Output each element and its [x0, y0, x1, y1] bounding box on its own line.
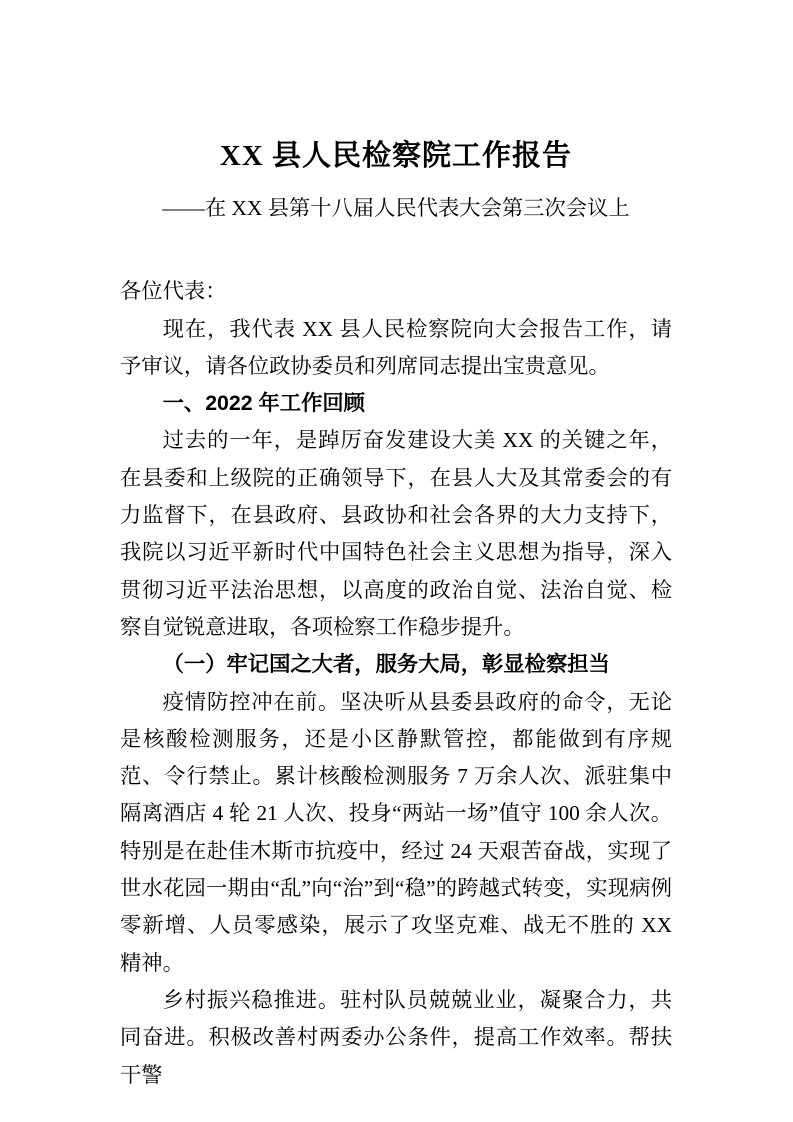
document-title: XX 县人民检察院工作报告: [219, 140, 573, 172]
document-subtitle: ——在 XX 县第十八届人民代表大会第三次会议上: [162, 196, 630, 220]
salutation-line: 各位代表：: [120, 279, 227, 304]
paragraph-year-overview: 过去的一年，是踔厉奋发建设大美 XX 的关键之年，在县委和上级院的正确领导下，在县人大及其常委会的有力监督下，在县政府、县政协和社会各界的大力支持下，我院以习近平新时代中国特色社会主义思想为指导，深入贯彻习近平法治思想，以高度的政治自觉、法治自觉、检察自觉锐意进取，各项检察工作稳步提升。: [120, 428, 672, 639]
document-body: [120, 273, 672, 1094]
paragraph-pandemic-control: 疫情防控冲在前。坚决听从县委县政府的命令，无论是核酸检测服务，还是小区静默管控，都能做到有序规范、令行禁止。累计核酸检测服务 7 万余人次、派驻集中隔离酒店 4 轮 21 人次、投身“两站一场”值守 100 余人次。特别是在赴佳木斯市抗疫中，经过 24 天艰苦奋战，实现了世水花园一期由“乱”向“治”到“稳”的跨越式转变，实现病例零新增、人员零感染，展示了攻坚克难、战无不胜的 XX 精神。: [120, 689, 672, 975]
paragraph-rural-revitalization: 乡村振兴稳推进。驻村队员兢兢业业，凝聚合力，共同奋进。积极改善村两委办公条件，提高工作效率。帮扶干警: [120, 987, 672, 1087]
subsection-heading-serve-overall-situation: （一）牢记国之大者，服务大局，彰显检察担当: [162, 652, 610, 677]
section-heading-2022-work-review: 一、2022 年工作回顾: [162, 391, 365, 416]
paragraph-opening: 现在，我代表 XX 县人民检察院向大会报告工作，请予审议，请各位政协委员和列席同志提出宝贵意见。: [120, 316, 672, 378]
spacer-line: [120, 227, 672, 273]
